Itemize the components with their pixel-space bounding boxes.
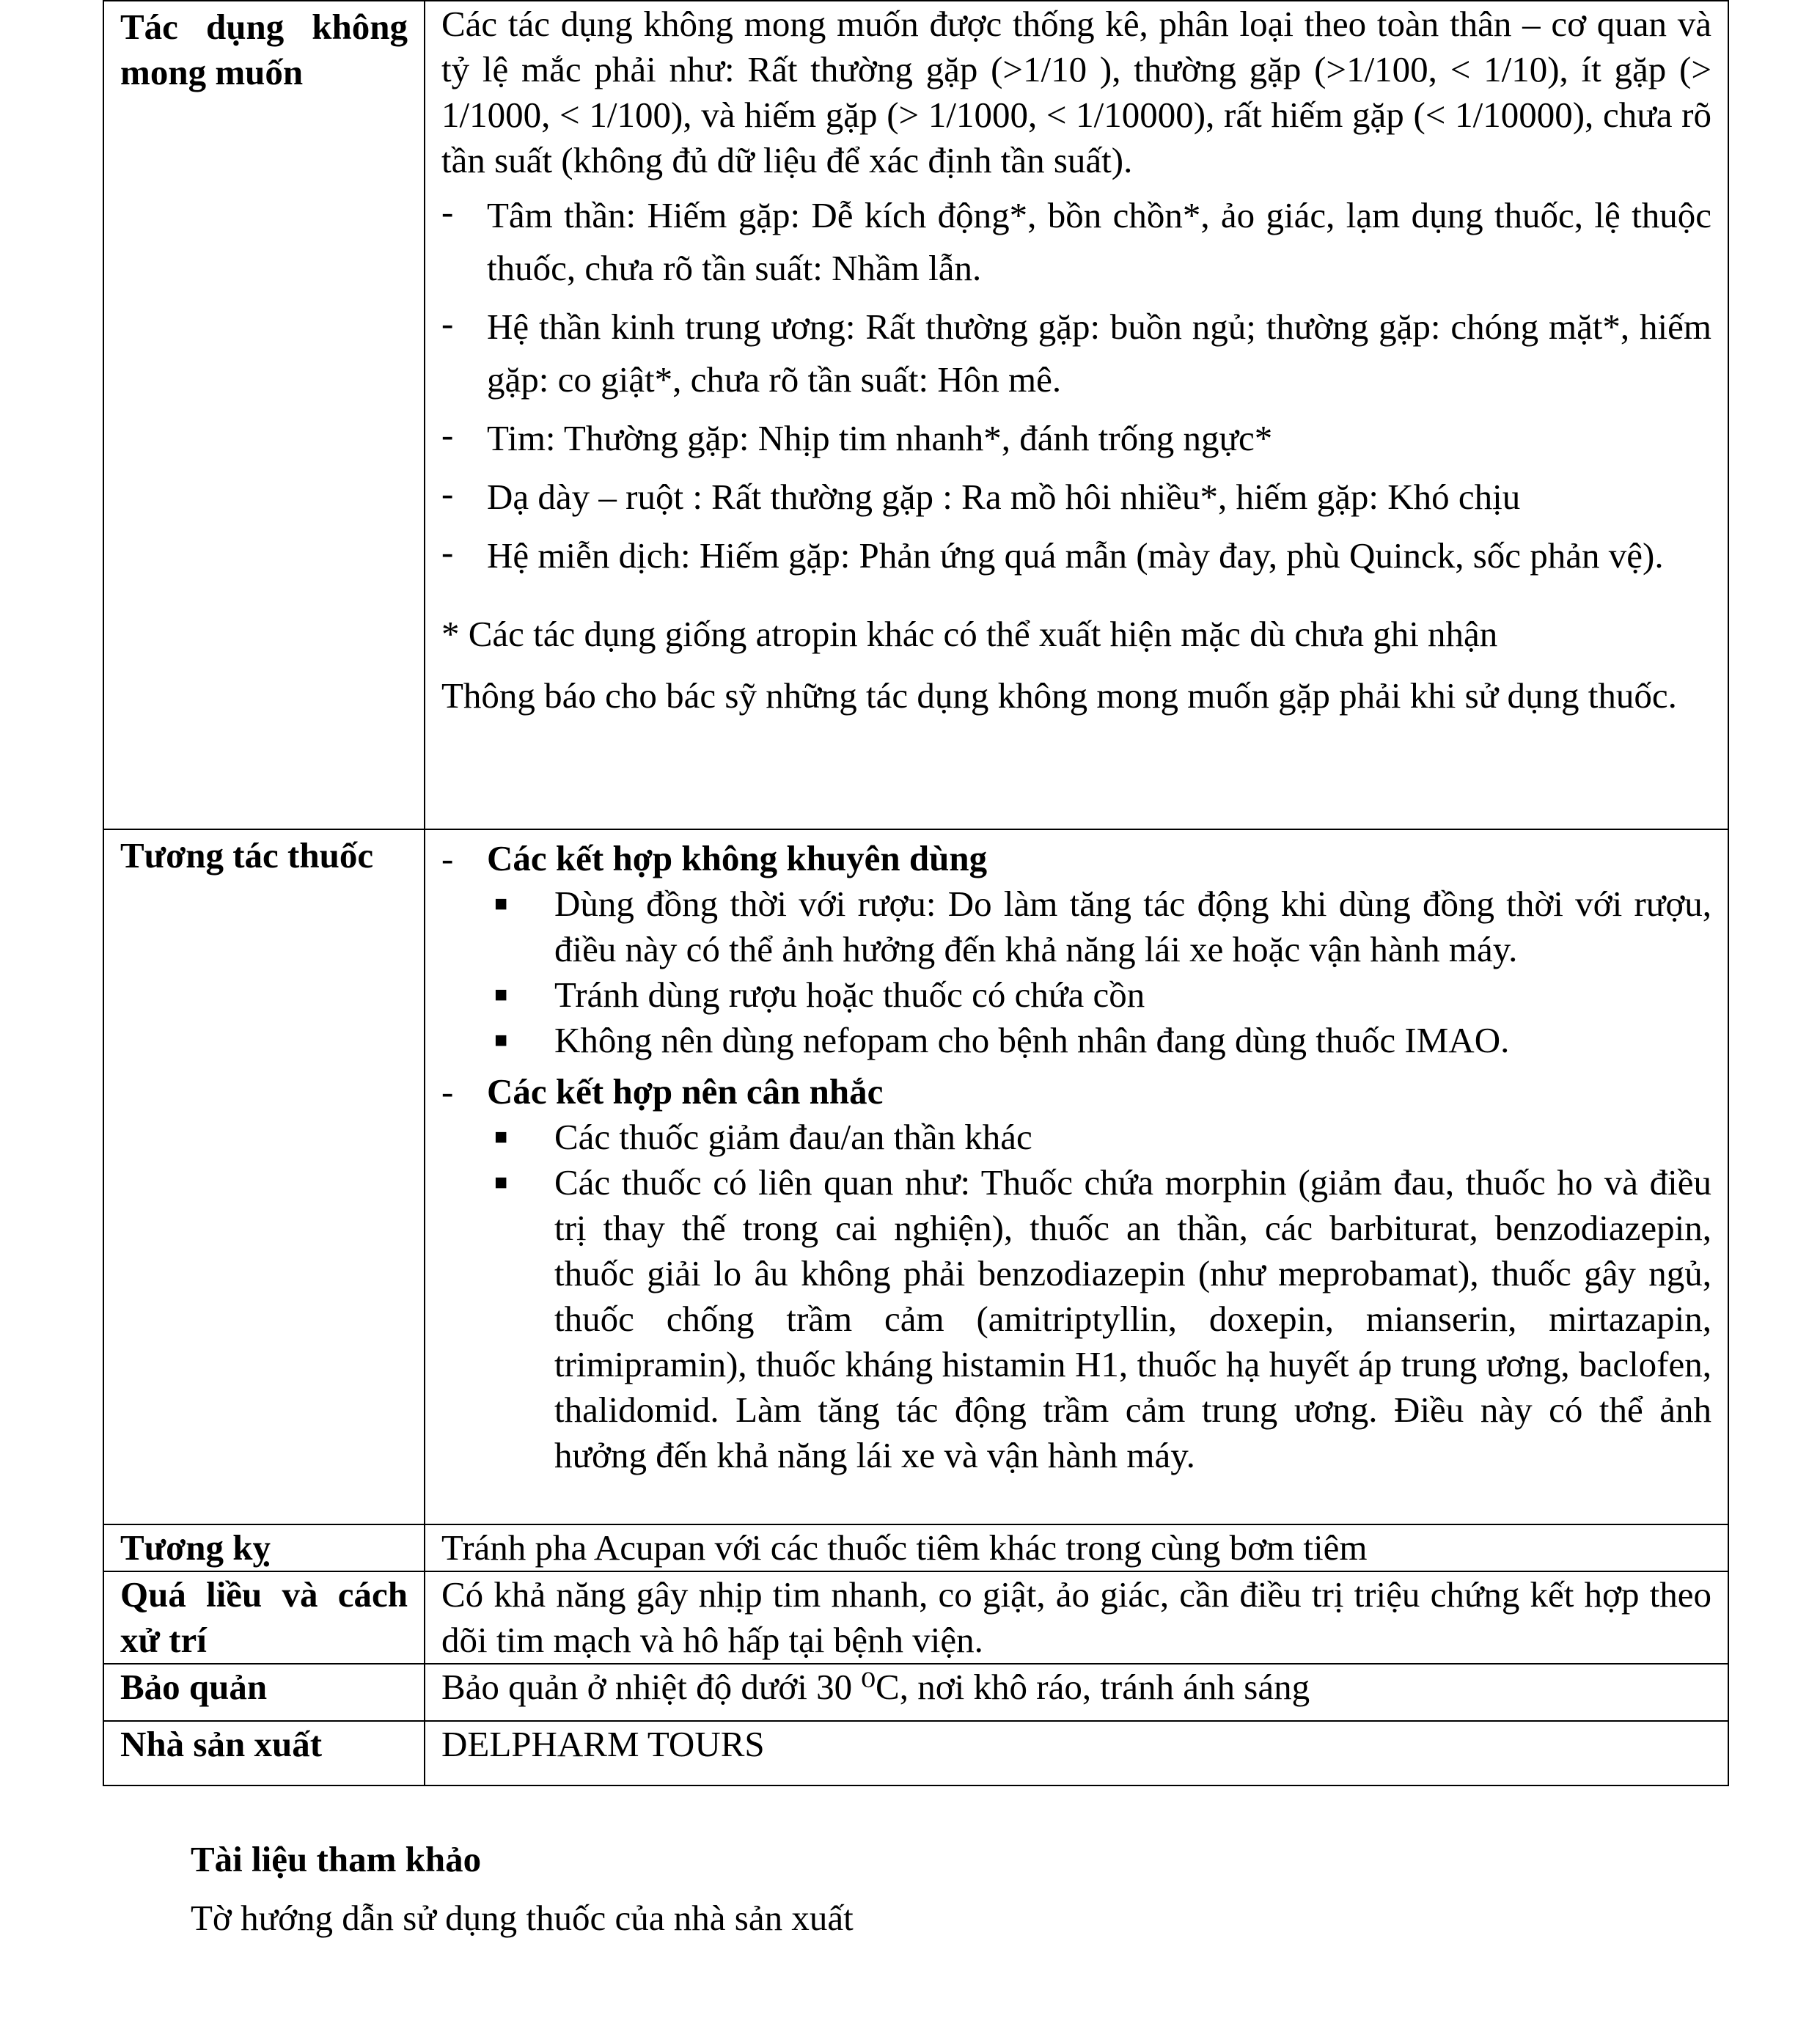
row-content-overdose: Có khả năng gây nhịp tim nhanh, co giật, ảo giác, cần điều trị triệu chứng kết hợp theo dõi tim mạch và hô hấp tại bệnh viện. [425, 1571, 1728, 1664]
row-label-incompatibility: Tương kỵ [103, 1524, 425, 1571]
row-content-interactions [425, 829, 1728, 1524]
references-heading: Tài liệu tham khảo [191, 1839, 482, 1879]
row-content-adverse-effects [425, 1, 1728, 829]
row-content-incompatibility: Tránh pha Acupan với các thuốc tiêm khác trong cùng bơm tiêm [425, 1524, 1728, 1571]
square-bullet: ■ [494, 1028, 508, 1052]
list-item: - Dạ dày – ruột : Rất thường gặp : Ra mồ hôi nhiều*, hiếm gặp: Khó chịu [441, 471, 1711, 524]
table-row [103, 1, 1728, 829]
row-content-storage: Bảo quản ở nhiệt độ dưới 30 ⁰C, nơi khô ráo, tránh ánh sáng [425, 1664, 1728, 1721]
group-heading: - Các kết hợp không khuyên dùng [441, 836, 1711, 881]
list-item: ■ Dùng đồng thời với rượu: Do làm tăng tác động khi dùng đồng thời với rượu, điều này có thể ảnh hưởng đến khả năng lái xe hoặc vận hành máy. [441, 881, 1711, 972]
row-label-interactions: Tương tác thuốc [103, 829, 425, 1524]
list-item: ■ Không nên dùng nefopam cho bệnh nhân đang dùng thuốc IMAO. [441, 1018, 1711, 1063]
list-item: ■ Các thuốc có liên quan như: Thuốc chứa morphin (giảm đau, thuốc ho và điều trị thay thế trong cai nghiện), thuốc an thần, các barbiturat, benzodiazepin, thuốc giải lo âu không phải benzodiazepin (như meprobamat), thuốc gây ngủ, thuốc chống trầm cảm (amitriptyllin, doxepin, mianserin, mirtazapin, trimipramin), thuốc kháng histamin H1, thuốc hạ huyết áp trung ương, baclofen, thalidomid. Làm tăng tác động trầm cảm trung ương. Điều này có thể ảnh hưởng đến khả năng lái xe và vận hành máy. [441, 1160, 1711, 1478]
adverse-notify: Thông báo cho bác sỹ những tác dụng không mong muốn gặp phải khi sử dụng thuốc. [441, 675, 1677, 716]
square-bullet: ■ [494, 983, 508, 1007]
list-item: - Tâm thần: Hiếm gặp: Dễ kích động*, bồn chồn*, ảo giác, lạm dụng thuốc, lệ thuộc thuốc, chưa rõ tần suất: Nhầm lẫn. [441, 189, 1711, 295]
list-item: - Tim: Thường gặp: Nhịp tim nhanh*, đánh trống ngực* [441, 412, 1711, 465]
dash-bullet: - [441, 532, 454, 572]
row-content-manufacturer: DELPHARM TOURS [425, 1721, 1728, 1785]
square-bullet: ■ [494, 1170, 508, 1194]
dash-bullet: - [441, 414, 454, 455]
dash-bullet: - [441, 473, 454, 513]
row-label-overdose: Quá liều và cách xử trí [103, 1571, 425, 1664]
row-label-storage: Bảo quản [103, 1664, 425, 1721]
row-label-manufacturer: Nhà sản xuất [103, 1721, 425, 1785]
dash-bullet: - [441, 303, 454, 343]
table-row [103, 829, 1728, 1524]
adverse-footnote: * Các tác dụng giống atropin khác có thể xuất hiện mặc dù chưa ghi nhận [441, 614, 1498, 654]
adverse-intro: Các tác dụng không mong muốn được thống kê, phân loại theo toàn thân – cơ quan và tỷ lệ mắc phải như: Rất thường gặp (>1/10 ), thường gặp (>1/100, < 1/10), ít gặp (> 1/1000, < 1/100), và hiếm gặp (> 1/1000, < 1/10000), rất hiếm gặp (< 1/10000), chưa rõ tần suất (không đủ dữ liệu để xác định tần suất). [441, 4, 1711, 180]
list-item: - Hệ thần kinh trung ương: Rất thường gặp: buồn ngủ; thường gặp: chóng mặt*, hiếm gặp: co giật*, chưa rõ tần suất: Hôn mê. [441, 301, 1711, 406]
dash-bullet: - [441, 191, 454, 232]
dash-bullet: - [441, 838, 454, 878]
table-row [103, 1524, 1728, 1571]
row-label-adverse-effects: Tác dụng không mong muốn [103, 1, 425, 829]
dash-bullet: - [441, 1071, 454, 1112]
drug-info-table [103, 0, 1729, 1786]
table-row [103, 1571, 1728, 1664]
group-heading: - Các kết hợp nên cân nhắc [441, 1069, 1711, 1115]
list-item: ■ Tránh dùng rượu hoặc thuốc có chứa cồn [441, 972, 1711, 1018]
square-bullet: ■ [494, 892, 508, 916]
list-item: ■ Các thuốc giảm đau/an thần khác [441, 1115, 1711, 1160]
references-text: Tờ hướng dẫn sử dụng thuốc của nhà sản xuất [191, 1898, 854, 1938]
square-bullet: ■ [494, 1125, 508, 1149]
table-row [103, 1721, 1728, 1785]
table-row [103, 1664, 1728, 1721]
list-item: - Hệ miễn dịch: Hiếm gặp: Phản ứng quá mẫn (mày đay, phù Quinck, sốc phản vệ). [441, 529, 1711, 582]
